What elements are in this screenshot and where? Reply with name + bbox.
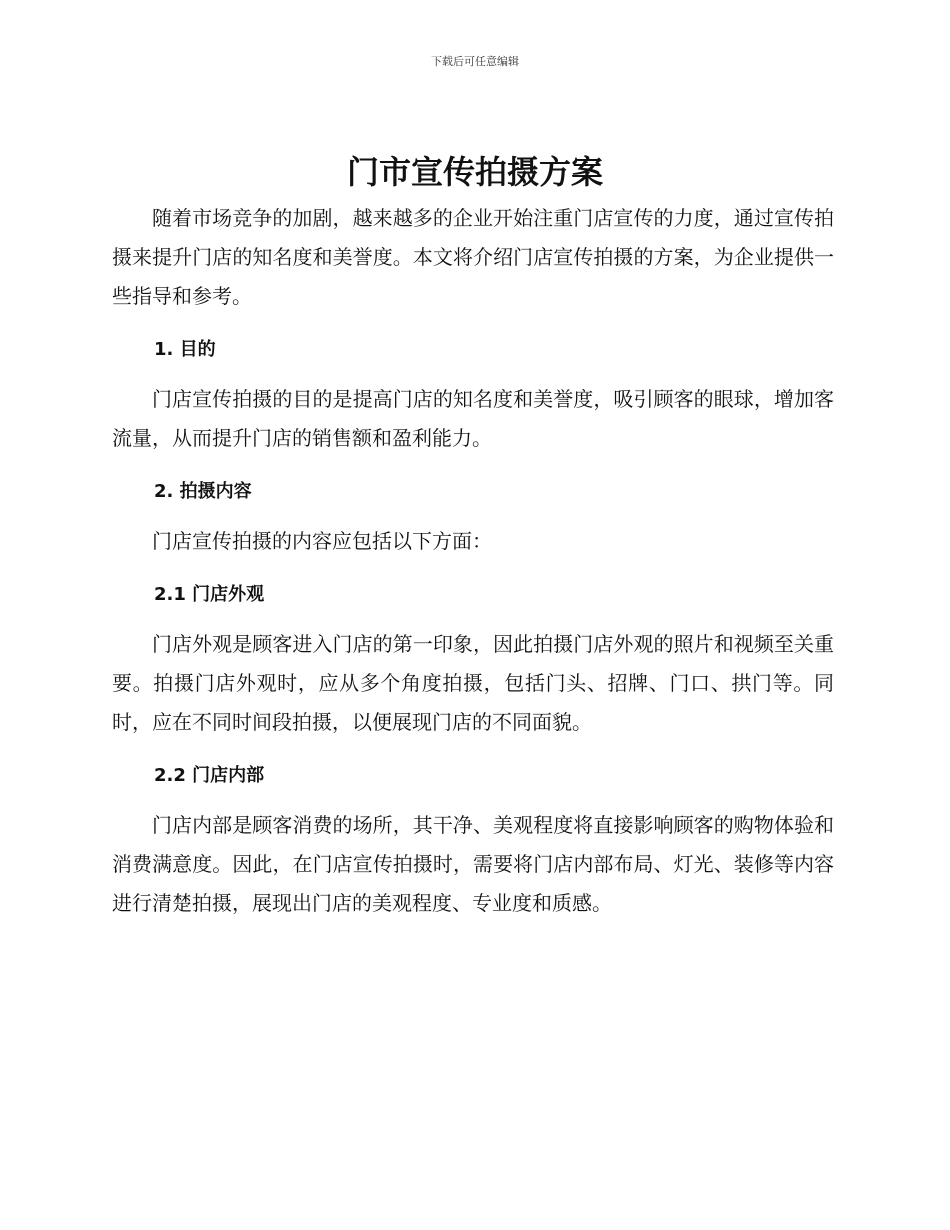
section-heading-interior: 2.2 门店内部 xyxy=(154,765,265,786)
section-heading-content: 2. 拍摄内容 xyxy=(154,481,252,502)
section-heading-exterior: 2.1 门店外观 xyxy=(154,584,265,605)
section-body-purpose: 门店宣传拍摄的目的是提高门店的知名度和美誉度，吸引顾客的眼球，增加客流量，从而提升门店的销售额和盈利能力。 xyxy=(112,387,834,450)
section-body-interior: 门店内部是顾客消费的场所，其干净、美观程度将直接影响顾客的购物体验和消费满意度。因此，在门店宣传拍摄时，需要将门店内部布局、灯光、装修等内容进行清楚拍摄，展现出门店的美观程度、专业度和质感。 xyxy=(112,813,834,915)
intro-paragraph: 随着市场竞争的加剧，越来越多的企业开始注重门店宣传的力度，通过宣传拍摄来提升门店的知名度和美誉度。本文将介绍门店宣传拍摄的方案，为企业提供一些指导和参考。 xyxy=(112,206,834,308)
document-body xyxy=(112,199,834,923)
section-body-content: 门店宣传拍摄的内容应包括以下方面： xyxy=(152,529,492,553)
section-body-exterior: 门店外观是顾客进入门店的第一印象，因此拍摄门店外观的照片和视频至关重要。拍摄门店外观时，应从多个角度拍摄，包括门头、招牌、门口、拱门等。同时，应在不同时间段拍摄，以便展现门店的不同面貌。 xyxy=(112,632,834,734)
document-title: 门市宣传拍摄方案 xyxy=(346,153,603,191)
page-header-note: 下载后可任意编辑 xyxy=(431,55,519,68)
section-heading-purpose: 1. 目的 xyxy=(154,339,216,360)
